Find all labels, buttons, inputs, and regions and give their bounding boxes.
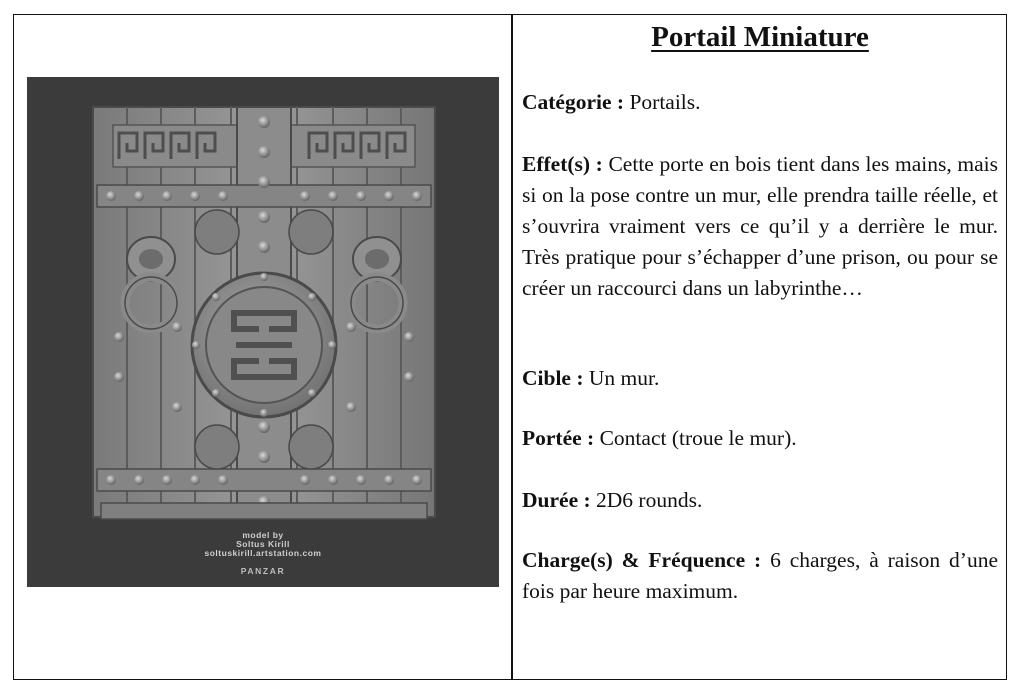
- field-effect: [522, 149, 998, 304]
- field-label: Portée :: [522, 426, 595, 450]
- credit-brand: PANZAR: [240, 566, 286, 576]
- field-label: Cible :: [522, 366, 584, 390]
- field-label: Durée :: [522, 488, 591, 512]
- door-image: [27, 77, 499, 587]
- field-value: Un mur.: [583, 366, 660, 390]
- field-label: Effet(s) :: [522, 152, 603, 176]
- field-range: [522, 423, 998, 454]
- description-panel: [522, 15, 998, 679]
- field-label: Catégorie :: [522, 90, 625, 114]
- field-duration: [522, 485, 998, 516]
- item-card: [13, 14, 1007, 680]
- field-category: [522, 87, 998, 118]
- field-label: Charge(s) & Fréquence :: [522, 548, 762, 572]
- field-target: [522, 363, 998, 394]
- credit-text: model by: [242, 530, 284, 540]
- field-value: 2D6 rounds.: [590, 488, 703, 512]
- credit-url: soltuskirill.artstation.com: [204, 548, 322, 558]
- field-charges: [522, 545, 998, 607]
- field-value: Contact (troue le mur).: [594, 426, 797, 450]
- door-illustration: [27, 77, 499, 587]
- credit-author: Soltus Kirill: [236, 539, 290, 549]
- column-divider: [511, 15, 513, 679]
- field-value: Cette porte en bois tient dans les mains, mais si on la pose contre un mur, elle prendra taille réelle, et s’ouvrira vraiment vers ce qu’il y a derrière le mur. Très pratique pour s’échapper d’une prison, ou pour se créer un raccourci dans un labyrinthe…: [522, 152, 998, 300]
- field-value: Portails.: [624, 90, 701, 114]
- item-title: Portail Miniature: [651, 21, 869, 53]
- field-value: 6 charges, à raison d’une fois par heure maximum.: [522, 548, 999, 603]
